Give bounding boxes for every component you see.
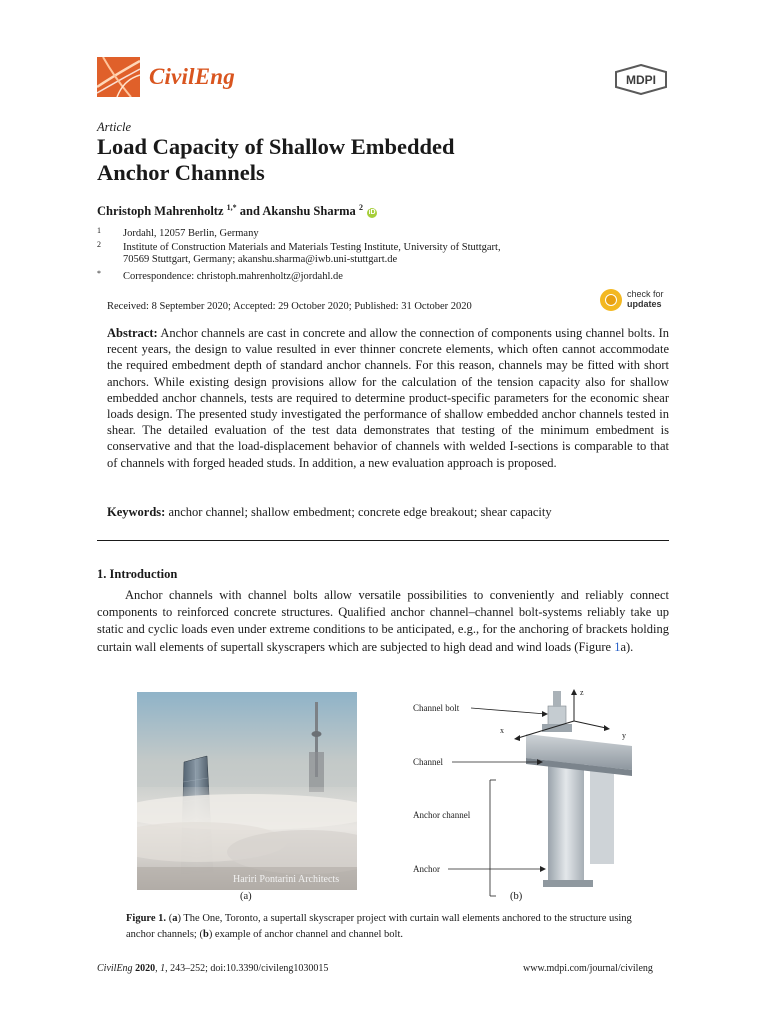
abstract-text: Anchor channels are cast in concrete and allow the connection of components using channel bolts. In recent years, the design to value resulted in ever thinner concrete elements, which often cannot accommodate the required embedment depth of standard anchor channels. For this reason, channels may be fitted with short anchors. While existing design provisions allow for the calculation of the tension capacity also for shallow embedded anchor channels, tests are required to determine product-specific parameters for the economic shear loads design. The presented study investigated the performance of shallow embedded anchor channels tested in shear. The detailed evaluation of the test data demonstrates that testing of the minimum embedment is conservative and that the load-displacement behavior of channels with welded I-sections is comparable to that of channels with forged headed studs. In addition, a new evaluation approach is proposed. [107,326,669,470]
intro-paragraph [97,587,669,656]
correspondence [97,266,343,285]
figure-1a-photo [137,692,357,890]
check-updates-line-1: check for [627,289,664,299]
footer-journal-url[interactable]: www.mdpi.com/journal/civileng [523,963,653,974]
keywords-label: Keywords: [107,505,166,519]
mdpi-logo-icon [614,64,668,95]
author-1-affil: 1,* [226,203,237,212]
affiliation-text: Institute of Construction Materials and Materials Testing Institute, University of Stuttgart, [123,242,501,253]
photo-credit: Hariri Pontarini Architects [233,874,340,885]
journal-logo-icon [97,57,140,97]
affiliation-mark: 1 [97,226,101,235]
publisher-name: MDPI [626,73,656,87]
label-channel: Channel [413,757,443,767]
figure-1-link[interactable]: 1 [614,639,621,654]
caption-text: ( [166,913,173,924]
journal-name: CivilEng [149,64,235,89]
caption-label: Figure 1. [126,913,167,924]
figure-1b-diagram [408,686,632,904]
intro-text-end: a). [620,639,634,654]
author-2[interactable]: Akanshu Sharma [262,204,356,219]
footer-doi[interactable]: , 243–252; doi:10.3390/civileng1030015 [165,963,329,974]
abstract [107,325,669,471]
footer-citation: CivilEng 2020, 1, 243–252; doi:10.3390/civileng1030015 [97,963,329,974]
keywords [107,505,669,520]
affiliation-mark: 2 [97,240,101,249]
author-2-affil: 2 [358,203,363,212]
caption-ref-a: a [172,913,178,924]
article-type: Article [97,120,132,134]
label-anchor: Anchor [413,864,440,874]
affiliation-text: Jordahl, 12057 Berlin, Germany [123,228,259,239]
title-line-2: Anchor Channels [97,160,265,185]
intro-text: Anchor channels with channel bolts allow versatile possibilities to conveniently and reliably connect components to reinforced concrete structures. Qualified anchor channel–channel bolt-systems reliably take up static and cyclic loads even under extreme conditions to be anticipated, e.g., for the anchoring of brackets holding curtain wall elements of supertall skyscrapers which are subjected to high dead and wind loads (Figure [97,588,669,654]
title-line-1: Load Capacity of Shallow Embedded [97,134,455,159]
figure-1-caption [126,911,646,943]
author-conjunction: and [236,204,263,219]
publication-dates: Received: 8 September 2020; Accepted: 29 October 2020; Published: 31 October 2020 [107,301,472,312]
footer-journal: CivilEng [97,963,133,974]
label-channel-bolt: Channel bolt [413,703,460,713]
orcid-icon[interactable]: iD [368,209,376,217]
author-list [97,203,377,219]
footer-volume: 1 [160,963,166,974]
axis-y-label: y [622,731,626,740]
correspondence-text: Correspondence: christoph.mahrenholtz@jordahl.de [123,271,343,282]
footer-year: 2020 [135,963,156,974]
check-for-updates-button[interactable] [600,287,672,317]
subfigure-label-a: (a) [240,891,252,902]
check-updates-icon [600,289,622,311]
caption-ref-b: b [202,929,209,940]
axis-z-label: z [580,688,584,697]
affiliation-2-line-2: 70569 Stuttgart, Germany; akanshu.sharma@iwb.uni-stuttgart.de [123,254,398,265]
check-updates-line-2: updates [627,299,662,309]
axis-x-label: x [500,726,504,735]
label-anchor-channel: Anchor channel [413,810,471,820]
paper-title [97,134,617,186]
keywords-text: anchor channel; shallow embedment; concrete edge breakout; shear capacity [165,505,552,519]
section-divider [97,540,669,541]
author-1[interactable]: Christoph Mahrenholtz [97,204,224,219]
caption-text: ) The One, Toronto, a supertall skyscraper project with curtain wall elements anchored to the structure using anchor channels; ( [126,913,632,940]
correspondence-mark: * [97,269,101,278]
subfigure-label-b: (b) [510,891,523,902]
caption-text: ) example of anchor channel and channel bolt. [208,929,403,940]
section-heading-introduction: 1. Introduction [97,567,178,581]
abstract-label: Abstract: [107,326,158,340]
